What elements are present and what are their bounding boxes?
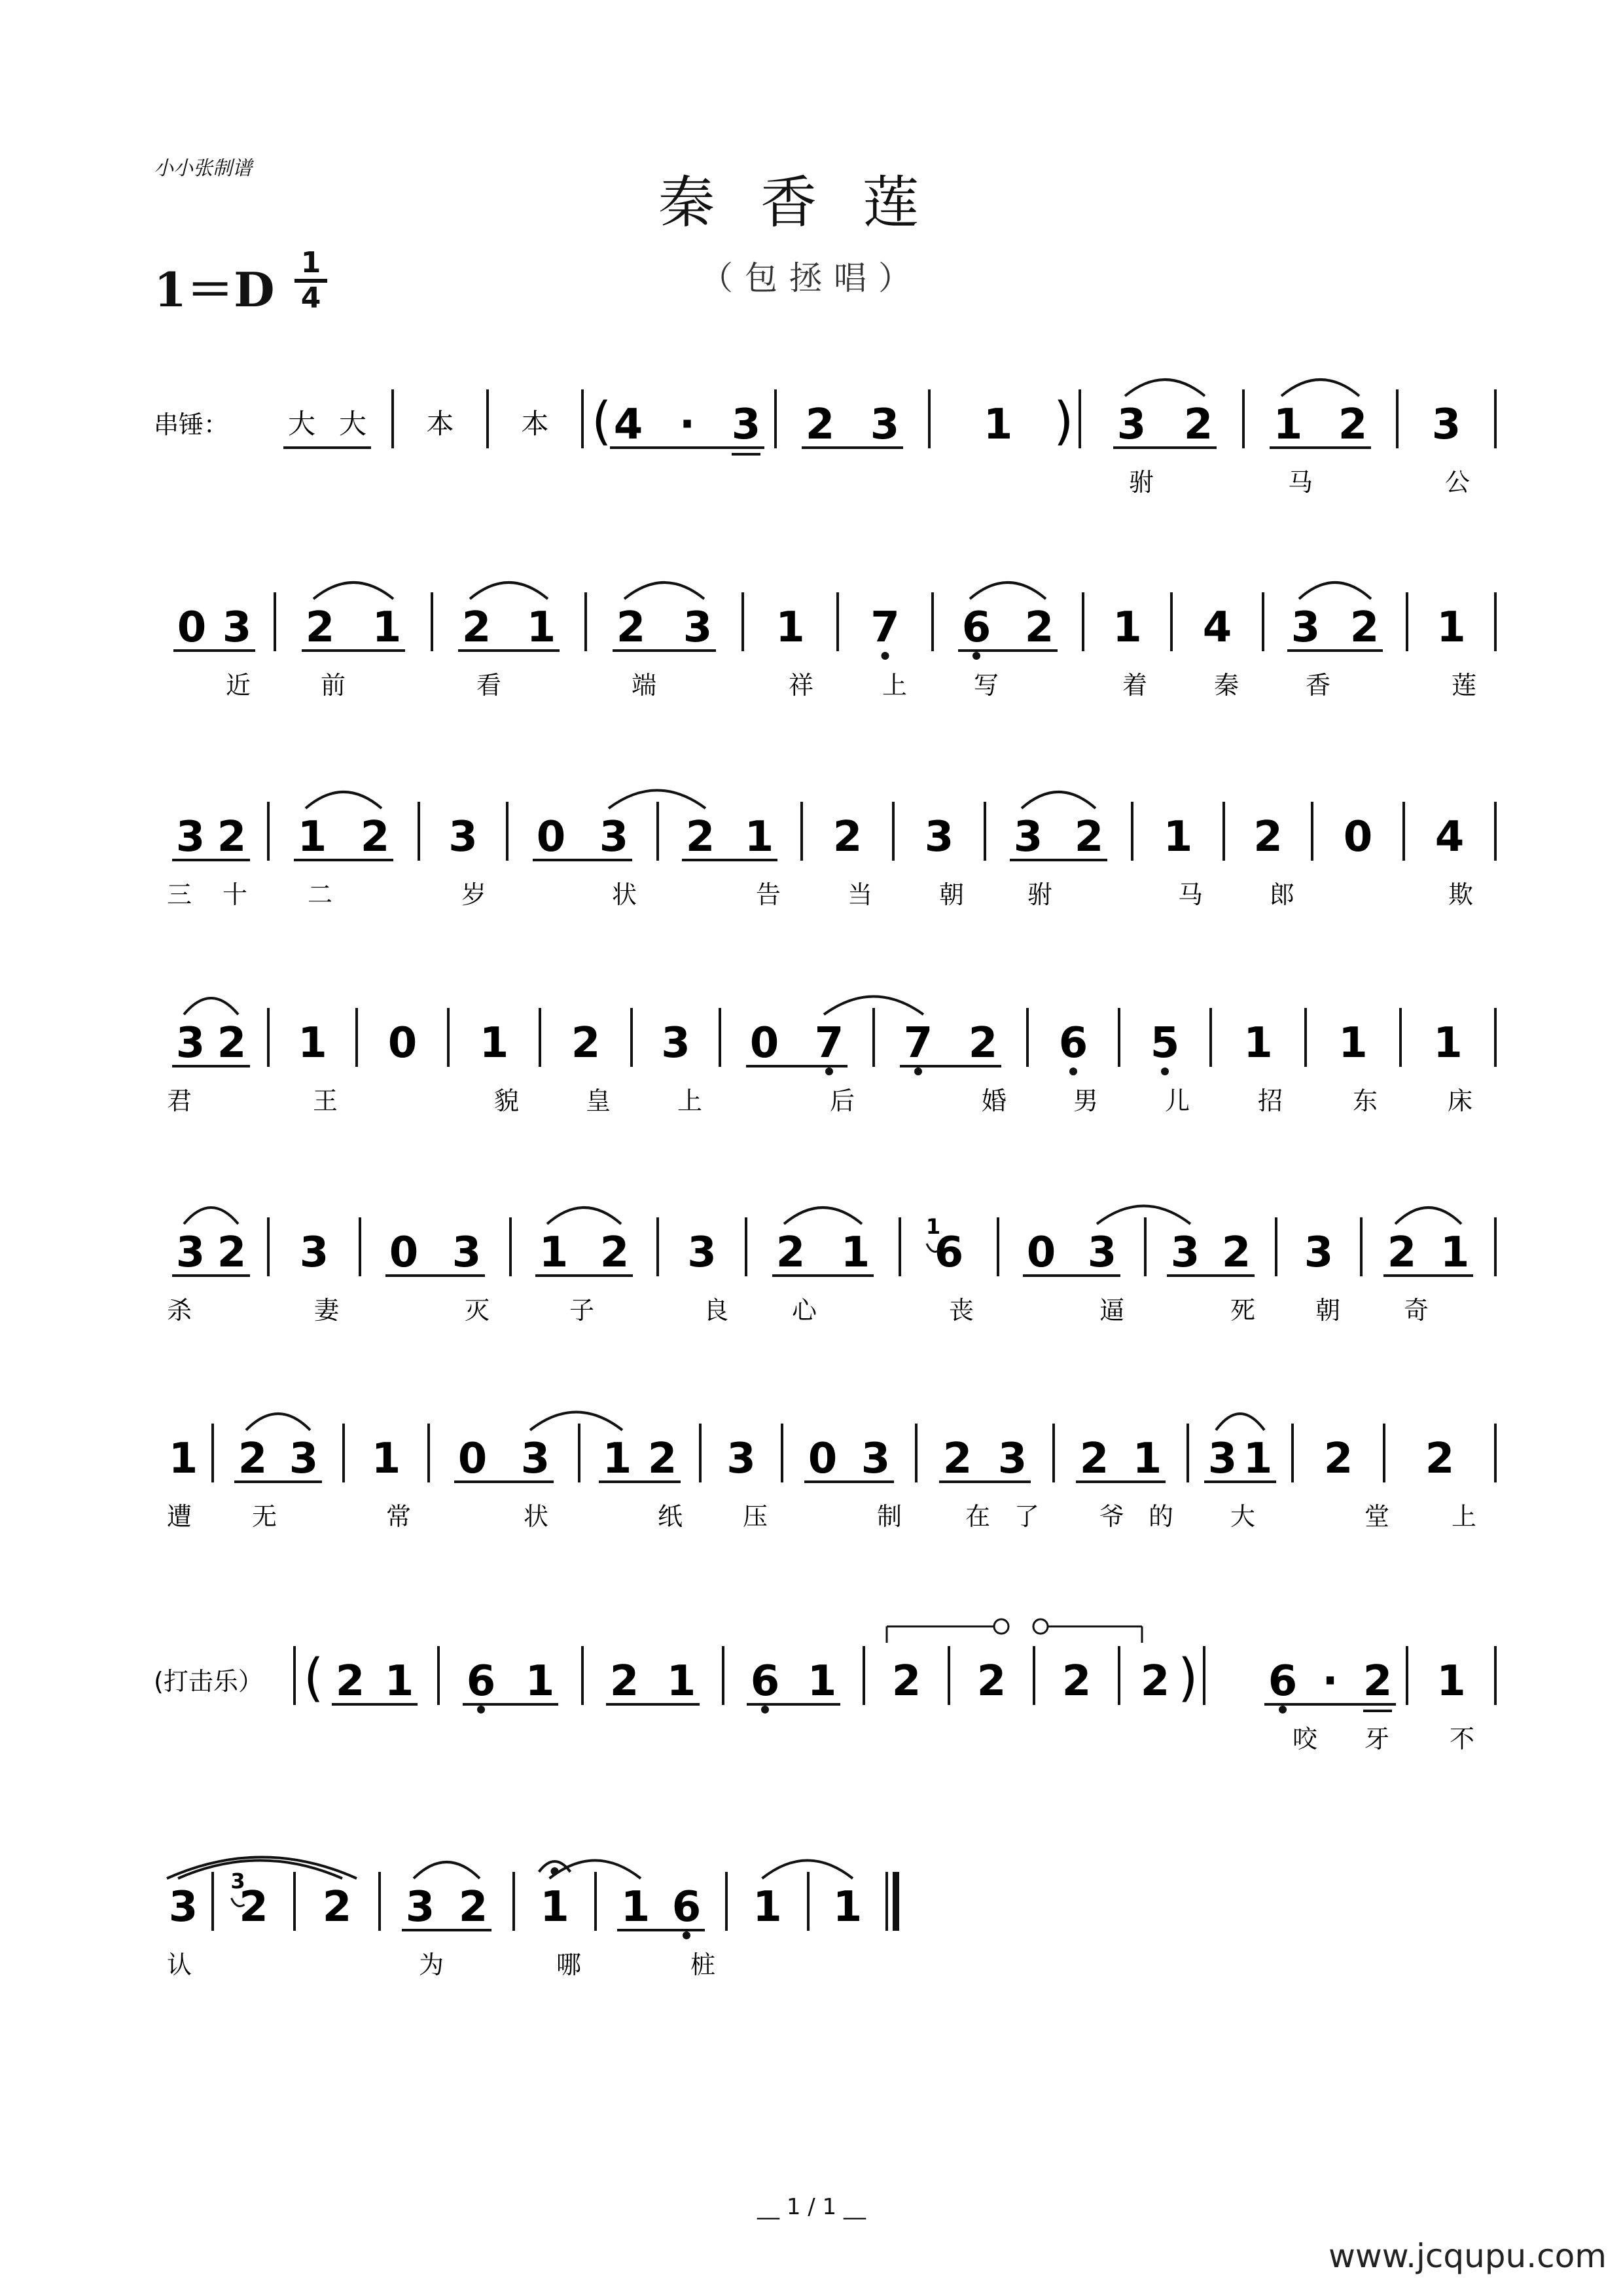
- lyric-char: 驸: [1129, 468, 1154, 497]
- lyric-char: 朝: [939, 880, 965, 909]
- note-digit: 3: [1170, 1229, 1200, 1277]
- note-digit: 3: [731, 401, 761, 449]
- lyric-char: 心: [792, 1296, 817, 1325]
- note-digit: 2: [360, 813, 390, 861]
- low-octave-dot: [1069, 1067, 1077, 1075]
- note-digit: 0: [389, 1229, 419, 1277]
- note-digit: 4: [1435, 813, 1465, 861]
- note-digit: 0: [387, 1019, 418, 1067]
- note-digit: 2: [1387, 1229, 1417, 1277]
- note-digit: 2: [599, 1229, 630, 1277]
- note-digit: 7: [870, 603, 900, 652]
- note-digit: 1: [298, 1019, 327, 1067]
- note-digit: 1: [1440, 1229, 1470, 1277]
- site-watermark: www.jcqupu.com: [1329, 2237, 1607, 2275]
- note-digit: 1: [1436, 1657, 1466, 1706]
- note-digit: 3: [870, 401, 900, 449]
- row-prefix-label: 串锤：: [154, 410, 229, 439]
- note-digit: 3: [1304, 1229, 1334, 1277]
- lyric-char: 不: [1450, 1725, 1475, 1753]
- note-digit: 1: [1243, 1019, 1273, 1067]
- note-digit: 2: [805, 401, 835, 449]
- tie-arc: [530, 1412, 622, 1431]
- note-digit: 2: [217, 1229, 247, 1277]
- lyric-char: 王: [313, 1086, 338, 1115]
- slur-arc: [784, 1208, 862, 1224]
- lyric-char: 着: [1122, 671, 1148, 700]
- note-digit: 3: [1207, 1435, 1238, 1483]
- note-digit: 1: [983, 401, 1013, 449]
- low-octave-dot: [972, 652, 980, 660]
- slur-arc: [414, 1862, 480, 1878]
- note-digit: 2: [968, 1019, 998, 1067]
- note-digit: 2: [891, 1657, 921, 1706]
- song-title: 秦香莲: [658, 170, 965, 236]
- note-digit: 0: [808, 1435, 838, 1483]
- tie-arc: [1097, 1206, 1190, 1225]
- note-digit: 0: [536, 813, 566, 861]
- slur-arc: [1125, 380, 1205, 396]
- low-octave-dot: [825, 1067, 833, 1075]
- note-digit: 1: [372, 603, 402, 652]
- note-digit: 2: [239, 1883, 268, 1931]
- note-digit: ·: [679, 401, 696, 449]
- note-digit: 6: [1268, 1657, 1298, 1706]
- note-digit: 1: [540, 1883, 569, 1931]
- roll-circle: [1033, 1619, 1048, 1634]
- lyric-char: 近: [226, 671, 251, 700]
- slur-arc: [624, 583, 704, 599]
- lyric-char: 招: [1258, 1086, 1283, 1115]
- slur-arc: [1395, 1208, 1461, 1224]
- lyric-char: 祥: [789, 671, 814, 700]
- note-digit: 2: [776, 1229, 806, 1277]
- lyric-char: 三: [167, 880, 192, 909]
- lyric-char: 咬: [1293, 1725, 1318, 1753]
- lyric-char: 奇: [1404, 1296, 1429, 1325]
- slur-arc: [547, 1208, 621, 1224]
- lyric-char: 郎: [1270, 880, 1295, 909]
- note-digit: 3: [861, 1435, 891, 1483]
- note-digit: 2: [1363, 1657, 1393, 1706]
- note-digit: 3: [520, 1435, 550, 1483]
- lyric-char: 驸: [1027, 880, 1053, 909]
- grace-note: 1: [925, 1214, 941, 1239]
- note-digit: 3: [448, 813, 478, 861]
- note-digit: 0: [457, 1435, 488, 1483]
- note-digit: 1: [384, 1657, 414, 1706]
- note-digit: 2: [1349, 603, 1380, 652]
- note-digit: 1: [744, 813, 774, 861]
- note-digit: 2: [1221, 1229, 1251, 1277]
- note-digit: 0: [749, 1019, 779, 1067]
- lyric-char: 当: [847, 880, 873, 909]
- note-digit: 1: [807, 1657, 837, 1706]
- note-digit: 2: [1024, 603, 1054, 652]
- lyric-char: 二: [308, 880, 333, 909]
- low-octave-dot: [882, 652, 889, 660]
- lyric-char: 认: [167, 1950, 192, 1979]
- lyric-char: 公: [1445, 468, 1471, 497]
- slur-arc: [184, 998, 238, 1014]
- note-digit: 1: [1163, 813, 1193, 861]
- note-digit: 3: [175, 1229, 205, 1277]
- slur-arc: [1216, 1414, 1264, 1430]
- note-digit: 3: [222, 603, 252, 652]
- note-digit: 1: [525, 1657, 555, 1706]
- lyric-char: 男: [1073, 1086, 1099, 1115]
- lyric-char: 马: [1178, 880, 1204, 909]
- song-subtitle: （包拯唱）: [700, 259, 923, 297]
- lyric-char: 马: [1288, 468, 1313, 497]
- open-paren: (: [304, 1649, 324, 1708]
- note-digit: 3: [452, 1229, 482, 1277]
- note-digit: 2: [647, 1435, 677, 1483]
- lyric-char: 常: [386, 1502, 412, 1531]
- lyric-char: 上: [677, 1086, 703, 1115]
- low-octave-dot: [761, 1706, 769, 1713]
- lyric-char: 堂: [1364, 1502, 1390, 1531]
- note-digit: 2: [571, 1019, 601, 1067]
- note-digit: 2: [217, 1019, 247, 1067]
- note-digit: 1: [526, 603, 556, 652]
- note-digit: 5: [1150, 1019, 1180, 1067]
- lyric-char: 无: [252, 1502, 277, 1531]
- lyric-char: 牙: [1364, 1725, 1390, 1753]
- note-digit: 2: [461, 603, 491, 652]
- note-digit: 1: [840, 1229, 870, 1277]
- lyric-char: 前: [321, 671, 346, 700]
- low-octave-dot: [477, 1706, 485, 1713]
- note-digit: 6: [750, 1657, 780, 1706]
- note-digit: 2: [685, 813, 715, 861]
- lyric-char: 床: [1448, 1086, 1473, 1115]
- slur-arc: [1299, 583, 1371, 599]
- note-digit: 4: [613, 401, 643, 449]
- meter-bottom: 4: [300, 281, 321, 315]
- note-digit: 1: [1113, 603, 1142, 652]
- lyric-char: 杀: [167, 1296, 192, 1325]
- lyric-char: 告: [756, 880, 781, 909]
- lyric-char: 香: [1306, 671, 1331, 700]
- note-digit: 3: [1087, 1229, 1117, 1277]
- note-digit: 3: [726, 1435, 756, 1483]
- lyric-char: 状: [612, 880, 637, 909]
- lyric-char: 端: [632, 671, 657, 700]
- lyric-char: 桩: [690, 1950, 716, 1979]
- note-digit: 2: [1425, 1435, 1455, 1483]
- note-digit: 2: [217, 813, 247, 861]
- note-digit: 2: [976, 1657, 1007, 1706]
- lyric-char: 丧: [949, 1296, 974, 1325]
- note-digit: 3: [175, 1019, 205, 1067]
- note-digit: 3: [924, 813, 954, 861]
- note-digit: 1: [479, 1019, 509, 1067]
- note-digit: 2: [832, 813, 863, 861]
- note-digit: 3: [661, 1019, 690, 1067]
- lyric-char: 十: [223, 880, 248, 909]
- note-digit: 1: [1436, 603, 1466, 652]
- note-digit: 2: [1140, 1657, 1170, 1706]
- note-digit: 1: [1273, 401, 1303, 449]
- low-octave-dot: [1279, 1706, 1287, 1713]
- note-digit: 2: [238, 1435, 268, 1483]
- slur-arc: [470, 583, 548, 599]
- lyric-char: 状: [524, 1502, 549, 1531]
- slur-arc: [184, 1208, 238, 1224]
- lyric-char: 爷: [1099, 1502, 1125, 1531]
- slur-arc: [306, 792, 382, 808]
- lyric-char: 上: [1452, 1502, 1477, 1531]
- close-paren: ): [1054, 392, 1074, 451]
- note-digit: 3: [405, 1883, 435, 1931]
- note-digit: 1: [168, 1435, 198, 1483]
- lyric-char: 为: [419, 1950, 444, 1979]
- note-digit: 3: [1291, 603, 1321, 652]
- note-digit: 1: [753, 1883, 782, 1931]
- note-digit: 2: [942, 1435, 972, 1483]
- lyric-char: 秦: [1214, 671, 1240, 700]
- lyric-char: 压: [743, 1502, 768, 1531]
- note-digit: 0: [177, 603, 207, 652]
- close-paren: ): [1178, 1649, 1198, 1708]
- lyric-char: 看: [476, 671, 502, 700]
- lyric-char: 儿: [1165, 1086, 1190, 1115]
- note-digit: 2: [1061, 1657, 1092, 1706]
- note-digit: 3: [687, 1229, 717, 1277]
- note-digit: 1: [620, 1883, 651, 1931]
- lyric-char: 遭: [167, 1502, 192, 1531]
- note-digit: 4: [1202, 603, 1232, 652]
- lyric-char: 哪: [556, 1950, 582, 1979]
- lyric-char: 貌: [494, 1086, 520, 1115]
- slur-arc: [313, 583, 393, 599]
- note-digit: 2: [1253, 813, 1283, 861]
- note-digit: 0: [1026, 1229, 1056, 1277]
- tie-arc: [178, 1861, 342, 1879]
- meter-top: 1: [300, 246, 321, 279]
- note-digit: 6: [466, 1657, 496, 1706]
- lyric-char: 子: [569, 1296, 595, 1325]
- lyric-char: 的: [1149, 1502, 1174, 1531]
- note-digit: 2: [322, 1883, 352, 1931]
- note-digit: 1: [1338, 1019, 1368, 1067]
- note-digit: 3: [1013, 813, 1043, 861]
- note-digit: 6: [961, 603, 991, 652]
- note-digit: 3: [299, 1229, 329, 1277]
- lyric-char: 朝: [1315, 1296, 1341, 1325]
- note-digit: 1: [539, 1229, 569, 1277]
- key-signature: 1＝D: [154, 262, 275, 317]
- lyric-char: 了: [1014, 1502, 1040, 1531]
- note-digit: ·: [1322, 1657, 1338, 1706]
- note-digit: 2: [305, 603, 335, 652]
- note-digit: 2: [1183, 401, 1213, 449]
- lyric-char: 后: [830, 1086, 855, 1115]
- percussion-syllable: 大: [287, 408, 316, 440]
- percussion-syllable: 大: [338, 408, 367, 440]
- note-digit: 3: [683, 603, 713, 652]
- note-digit: 2: [609, 1657, 639, 1706]
- note-digit: 1: [776, 603, 805, 652]
- lyric-char: 逼: [1099, 1296, 1125, 1325]
- grace-note: 3: [230, 1869, 245, 1893]
- note-digit: 1: [371, 1435, 401, 1483]
- row-prefix-label: (打击乐）: [154, 1667, 263, 1696]
- open-paren: (: [592, 392, 612, 451]
- lyric-char: 君: [167, 1086, 192, 1115]
- note-digit: 2: [458, 1883, 488, 1931]
- low-octave-dot: [1161, 1067, 1169, 1075]
- lyric-char: 大: [1230, 1502, 1256, 1531]
- note-digit: 3: [168, 1883, 198, 1931]
- lyric-char: 上: [882, 671, 908, 700]
- lyric-char: 制: [877, 1502, 902, 1531]
- note-digit: 2: [1338, 401, 1368, 449]
- note-digit: 3: [289, 1435, 319, 1483]
- lyric-char: 岁: [461, 880, 487, 909]
- lyric-char: 在: [965, 1502, 991, 1531]
- percussion-syllable: 本: [426, 408, 454, 440]
- lyric-char: 灭: [465, 1296, 490, 1325]
- lyric-char: 纸: [658, 1502, 683, 1531]
- note-digit: 1: [832, 1883, 863, 1931]
- note-digit: 3: [997, 1435, 1027, 1483]
- note-digit: 3: [175, 813, 205, 861]
- page-number: __ 1 / 1 __: [757, 2194, 866, 2220]
- transcriber-credit: 小小张制谱: [154, 157, 252, 180]
- note-digit: 2: [1074, 813, 1104, 861]
- lyric-char: 良: [704, 1296, 729, 1325]
- low-octave-dot: [914, 1067, 922, 1075]
- note-digit: 1: [1433, 1019, 1463, 1067]
- note-digit: 6: [934, 1229, 964, 1277]
- percussion-syllable: 本: [521, 408, 549, 440]
- note-digit: 3: [1116, 401, 1147, 449]
- slur-arc: [1281, 380, 1359, 396]
- low-octave-dot: [683, 1931, 690, 1939]
- note-digit: 2: [1079, 1435, 1109, 1483]
- lyric-char: 婚: [982, 1086, 1007, 1115]
- lyric-char: 死: [1230, 1296, 1256, 1325]
- note-digit: 7: [903, 1019, 933, 1067]
- slur-arc: [246, 1414, 310, 1430]
- note-digit: 3: [599, 813, 629, 861]
- note-digit: 3: [1431, 401, 1461, 449]
- note-digit: 2: [335, 1657, 365, 1706]
- slur-arc: [970, 583, 1046, 599]
- roll-circle: [994, 1619, 1008, 1634]
- note-digit: 0: [1343, 813, 1373, 861]
- lyric-char: 妻: [314, 1296, 340, 1325]
- note-digit: 2: [616, 603, 646, 652]
- note-digit: 2: [1323, 1435, 1353, 1483]
- lyric-char: 写: [974, 671, 999, 700]
- note-digit: 1: [666, 1657, 696, 1706]
- note-digit: 1: [602, 1435, 632, 1483]
- slur-arc: [1022, 792, 1096, 808]
- note-digit: 7: [814, 1019, 844, 1067]
- note-digit: 1: [297, 813, 327, 861]
- lyric-char: 皇: [586, 1086, 611, 1115]
- lyric-char: 莲: [1452, 671, 1477, 700]
- lyric-char: 东: [1353, 1086, 1378, 1115]
- lyric-char: 欺: [1448, 880, 1474, 909]
- note-digit: 6: [1058, 1019, 1088, 1067]
- note-digit: 1: [1243, 1435, 1273, 1483]
- note-digit: 1: [1132, 1435, 1162, 1483]
- note-digit: 6: [671, 1883, 702, 1931]
